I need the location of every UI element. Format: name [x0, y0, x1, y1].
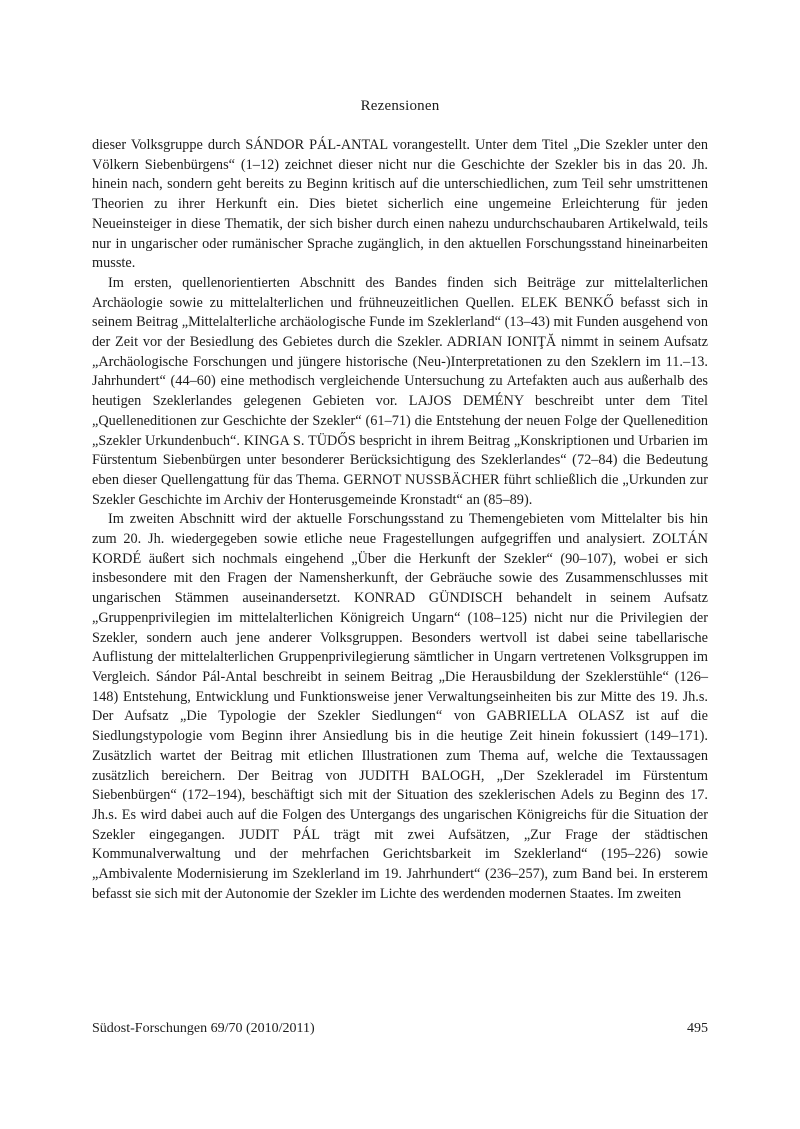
paragraph-second-section: Im zweiten Abschnitt wird der aktuelle Forschungsstand zu Themengebieten vom Mittelalter bis hin zum 20. Jh. wiedergegeben sowie etliche neue Fragestellungen aufgegriffen und analysiert. ZOLTÁN KORDÉ äußert sich nochmals eingehend „Über die Herkunft der Szekler“ (90–107), wobei er sich insbesondere mit den Fragen der Namensherkunft, der Gebräuche sowie des Zusammenschlusses mit ungarischen Stämmen auseinandersetzt. KONRAD GÜNDISCH behandelt in seinem Aufsatz „Gruppenprivilegien im mittelalterlichen Königreich Ungarn“ (108–125) nicht nur die Privilegien der Szekler, sondern auch jene anderer Volksgruppen. Besonders wertvoll ist dabei seine tabellarische Auflistung der mittelalterlichen Gruppenprivilegierung sämtlicher in Ungarn vertretenen Volksgruppen im Vergleich. Sándor Pál-Antal beschreibt in seinem Beitrag „Die Herausbildung der Szeklerstühle“ (126–148) Entstehung, Entwicklung und Funktionsweise jener Verwaltungseinheiten bis zur Mitte des 19. Jh.s. Der Aufsatz „Die Typologie der Szekler Siedlungen“ von GABRIELLA OLASZ ist auf die Siedlungstypologie vom Beginn ihrer Ansiedlung bis in die heutige Zeit hinein fokussiert (149–171). Zusätzlich wartet der Beitrag mit etlichen Illustrationen zum Thema auf, welche die Textaussagen zusätzlich bereichern. Der Beitrag von JUDITH BALOGH, „Der Szekleradel im Fürstentum Siebenbürgen“ (172–194), beschäftigt sich mit der Situation des szeklerischen Adels zu Beginn des 17. Jh.s. Es wird dabei auch auf die Folgen des Untergangs des ungarischen Königreichs für die Situation der Szekler eingegangen. JUDIT PÁL trägt mit zwei Aufsätzen, „Zur Frage der städtischen Kommunalverwaltung und der mehrfachen Gerichtsbarkeit im Szeklerland“ (195–226) sowie „Ambivalente Modernisierung im Szeklerland im 19. Jahrhundert“ (236–257), zum Band bei. In ersterem befasst sie sich mit der Autonomie der Szekler im Lichte des werdenden modernen Staates. Im zweiten	[92, 511, 708, 902]
paragraph-first-section: Im ersten, quellenorientierten Abschnitt des Bandes finden sich Beiträge zur mittelalterlichen Archäologie sowie zu mittelalterlichen und frühneuzeitlichen Quellen. ELEK BENKŐ befasst sich in seinem Beitrag „Mittelalterliche archäologische Funde im Szeklerland“ (13–43) mit Funden ausgehend von der Zeit vor der Besiedlung des Gebietes durch die Szekler. ADRIAN IONIŢĂ nimmt in seinem Aufsatz „Archäologische Forschungen und jüngere historische (Neu-)Interpretationen zu den Szeklern im 11.–13. Jahrhundert“ (44–60) eine methodisch vergleichende Untersuchung zu Artefakten auch aus außerhalb des heutigen Szeklerlandes gelegenen Gebieten vor. LAJOS DEMÉNY beschreibt unter dem Titel „Quelleneditionen zur Geschichte der Szekler“ (61–71) die Entstehung der neuen Folge der Quellenedition „Szekler Urkundenbuch“. KINGA S. TÜDŐS bespricht in ihrem Beitrag „Konskriptionen und Urbarien im Fürstentum Siebenbürgen unter besonderer Berücksichtigung des Szeklerlandes“ (72–84) die Bedeutung eben dieser Quellengattung für das Thema. GERNOT NUSSBÄCHER führt schließlich die „Urkunden zur Szekler Geschichte im Archiv der Honterusgemeinde Kronstadt“ an (85–89).	[92, 274, 708, 508]
journal-citation: Südost-Forschungen 69/70 (2010/2011)	[92, 1021, 315, 1036]
running-title: Rezensionen	[360, 98, 440, 114]
paragraph-intro: dieser Volksgruppe durch SÁNDOR PÁL-ANTAL vorangestellt. Unter dem Titel „Die Szekler unter den Völkern Siebenbürgens“ (1–12) zeichnet dieser nicht nur die Geschichte der Szekler bis in das 20. Jh. hinein nach, sondern geht bereits zu Beginn kritisch auf die unterschiedlichen, zum Teil sehr umstrittenen Theorien zu ihrer Herkunft ein. Dies bietet sicherlich eine ungemeine Erleichterung für jeden Neueinsteiger in diese Thematik, der sich bisher durch einen nahezu undurchschaubaren Artikelwald, teils nur in ungarischer oder rumänischer Sprache zugänglich, in den aktuellen Forschungsstand hineinarbeiten musste.	[92, 137, 708, 272]
page-number: 495	[687, 1021, 708, 1036]
review-body	[92, 136, 708, 904]
page-footer	[92, 1021, 708, 1037]
